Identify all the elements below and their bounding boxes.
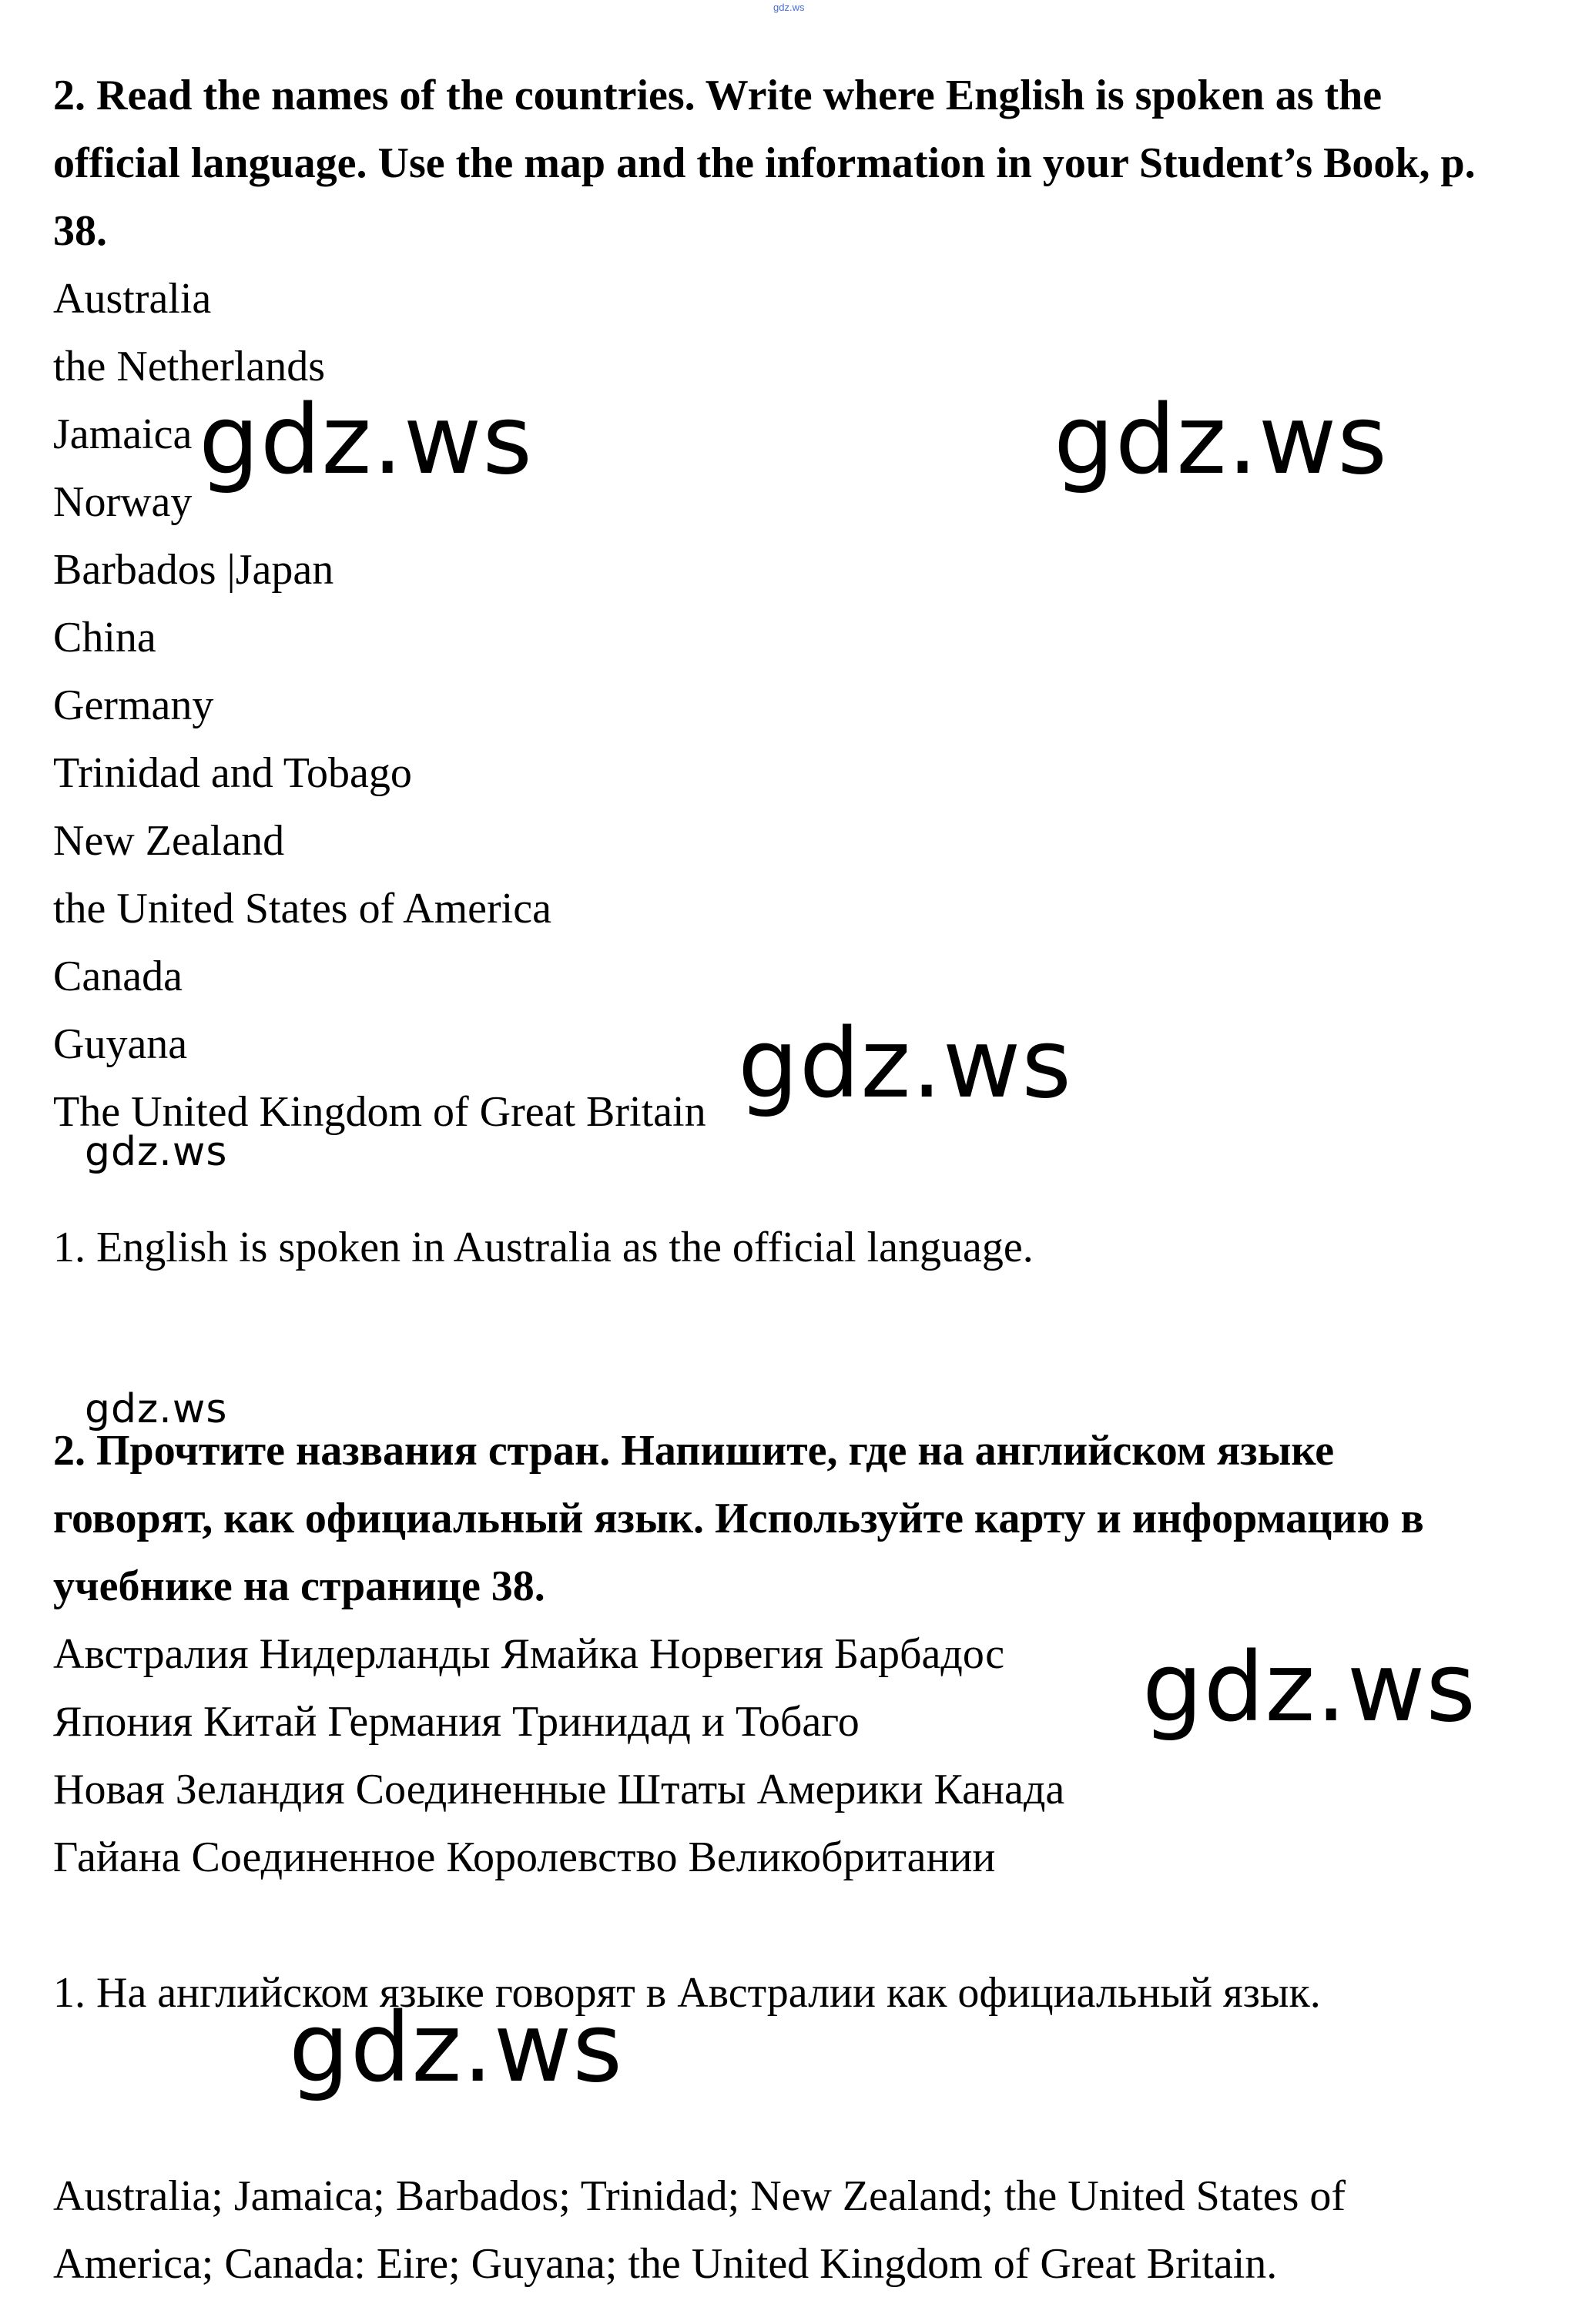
country-item: Australia bbox=[53, 275, 212, 323]
country-item: The United Kingdom of Great Britain bbox=[53, 1088, 706, 1136]
country-item: the Netherlands bbox=[53, 343, 325, 390]
example-sentence-ru: 1. На английском языке говорят в Австралии как официальный язык. bbox=[53, 1969, 1321, 2017]
answer-line: America; Canada: Eire; Guyana; the United Kingdom of Great Britain. bbox=[53, 2240, 1278, 2288]
country-item: the United States of America bbox=[53, 885, 551, 933]
gdz-watermark: gdz.ws bbox=[738, 1009, 1072, 1120]
country-line: Австралия Нидерланды Ямайка Норвегия Барбадос bbox=[53, 1630, 1005, 1678]
heading-line: 2. Read the names of the countries. Write where English is spoken as the bbox=[53, 72, 1383, 119]
country-item: Jamaica bbox=[53, 410, 193, 458]
country-item: China bbox=[53, 614, 156, 661]
spacer bbox=[53, 1281, 1540, 1417]
heading-line: учебнике на странице 38. bbox=[53, 1562, 545, 1610]
answer-line: Australia; Jamaica; Barbados; Trinidad; New Zealand; the United States of bbox=[53, 2172, 1346, 2220]
example-sentence-en: 1. English is spoken in Australia as the official language. bbox=[53, 1224, 1034, 1271]
answer bbox=[53, 2162, 1540, 2298]
country-item: Trinidad and Tobago bbox=[53, 749, 412, 797]
country-item: Norway bbox=[53, 478, 193, 526]
heading-line: 2. Прочтите названия стран. Напишите, где на английском языке bbox=[53, 1427, 1335, 1475]
gdz-watermark: gdz.ws bbox=[1142, 1632, 1476, 1743]
spacer bbox=[53, 2027, 1540, 2095]
heading-line: official language. Use the map and the information in your Student’s Book, p. bbox=[53, 139, 1476, 187]
gdz-watermark: gdz.ws bbox=[199, 385, 533, 496]
heading-line: 38. bbox=[53, 207, 107, 255]
gdz-watermark: gdz.ws bbox=[85, 1129, 228, 1175]
heading-line: говорят, как официальный язык. Используйте карту и информацию в bbox=[53, 1495, 1424, 1542]
country-item: Canada bbox=[53, 953, 183, 1000]
country-line: Гайана Соединенное Королевство Великобритании bbox=[53, 1833, 996, 1881]
spacer bbox=[53, 1891, 1540, 1959]
gdz-watermark: gdz.ws bbox=[289, 1993, 623, 2104]
spacer bbox=[53, 1146, 1540, 1214]
country-item: Barbados |Japan bbox=[53, 546, 334, 594]
gdz-watermark: gdz.ws bbox=[1054, 385, 1388, 496]
spacer bbox=[53, 2095, 1540, 2162]
gdz-watermark: gdz.ws bbox=[85, 1386, 228, 1432]
country-item: Germany bbox=[53, 681, 214, 729]
country-line: Япония Китай Германия Тринидад и Тобаго bbox=[53, 1698, 860, 1746]
country-line: Новая Зеландия Соединенные Штаты Америки Канада bbox=[53, 1766, 1065, 1813]
country-item: Guyana bbox=[53, 1020, 188, 1068]
top-watermark: gdz.ws bbox=[773, 2, 805, 13]
country-item: New Zealand bbox=[53, 817, 285, 865]
task-heading-en bbox=[53, 62, 1540, 265]
task-heading-ru bbox=[53, 1417, 1540, 1620]
